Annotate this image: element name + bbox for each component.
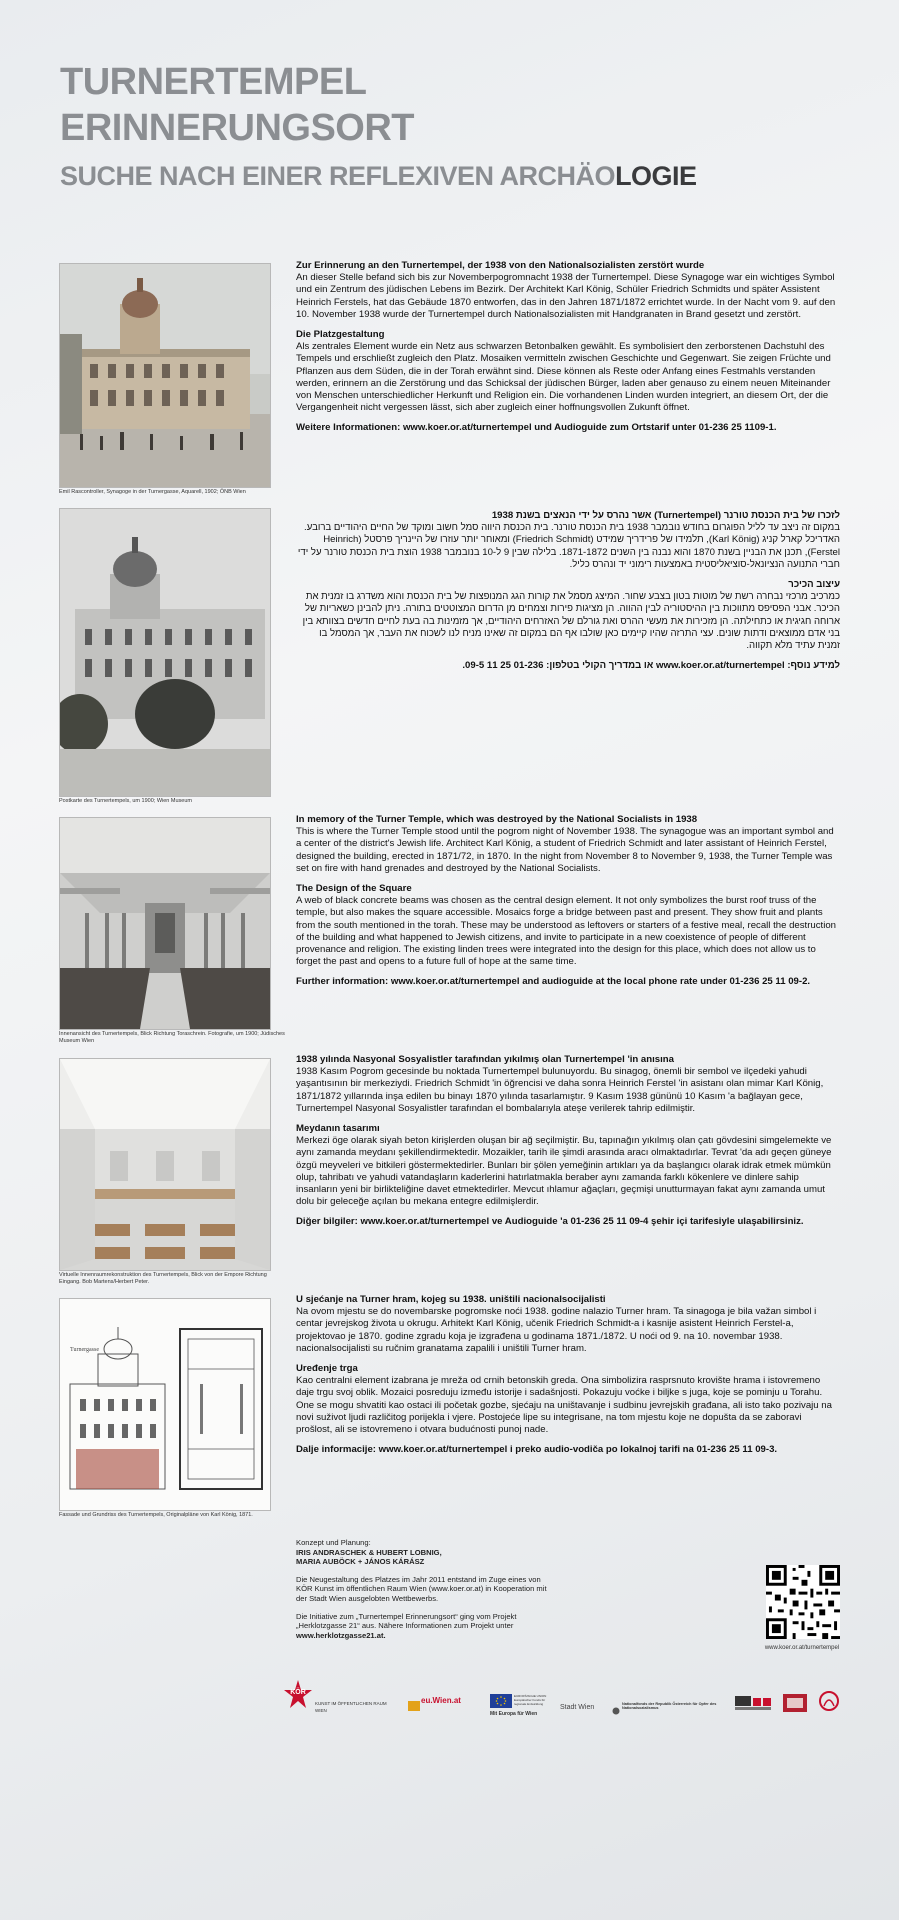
logo-pink-emblem xyxy=(818,1690,840,1719)
logo-nationalfonds xyxy=(612,1702,620,1720)
tr-more-info: Diğer bilgiler: www.koer.or.at/turnertempel ve Audioguide 'a 01-236 25 11 09-4 şehir içi tarifesiyle ulaşabilirsiniz. xyxy=(296,1216,804,1228)
image-synagogue-watercolor xyxy=(59,263,271,488)
he-heading: לזכרו של בית הכנסת טורנר (Turnertempel) אשר נהרס על ידי הנאצים בשנת 1938 xyxy=(491,510,840,521)
en-heading-2: The Design of the Square xyxy=(296,883,412,895)
credits-names-1: IRIS ANDRASCHEK & HUBERT LOBNIG, xyxy=(296,1547,442,1557)
eu-flag-icon xyxy=(490,1694,512,1708)
section-hebrew xyxy=(296,510,840,672)
caption-image-1: Emil Rascontroller, Synagoge in der Turnergasse, Aquarell, 1902; ÖNB Wien xyxy=(59,489,246,495)
nationalfonds-icon xyxy=(612,1707,620,1715)
de-more-info: Weitere Informationen: www.koer.or.at/turnertempel und Audioguide zum Ortstarif unter 01-236 25 1109-1. xyxy=(296,422,777,434)
section-turkish xyxy=(296,1054,840,1229)
credits-link[interactable]: www.herklotzgasse21.at. xyxy=(296,1630,386,1640)
koer-subtext: KUNST IM ÖFFENTLICHEN RAUM WIEN xyxy=(315,1701,387,1713)
credits-names-2: MARIA AUBÖCK + JÁNOS KÁRÁSZ xyxy=(296,1557,425,1567)
stadtwien-logo: Stadt Wien xyxy=(560,1704,595,1711)
tr-paragraph-1: 1938 Kasım Pogrom gecesinde bu noktada Turnertempel bulunuyordu. Bu sinagog, önemli bir sembol ve ilçedeki yahudi yaşantısının bir merkeziydi. Friedrich Schmidt 'in öğrencisi ve daha sonra Heinrich Ferstel 'in asistanı olan mimar Karl König, 1871/1872 yıllarında inşa edilen bu binayı 1870 yılında tasarlamıştır. 9 Kasım 1938 gününü 10 Kasım 'a bağlayan gece, Turnertempel Nasyonal Sosyalistler tarafından el bombalarıyla ateşe verilerek tahrip edilmiştir. xyxy=(296,1066,824,1114)
en-paragraph-1: This is where the Turner Temple stood until the pogrom night of November 1938. The synagogue was an important symbol and a center of the district's Jewish life. Architect Karl König, a student of Friedrich Schmidt and later assistant of Heinrich Ferstel, designed the building, erected in 1871/72, in 1870. In the night from November 8 to November 9, 1938, the Turner Temple was set on fire with hand grenades and destroyed by the National Socialists. xyxy=(296,826,834,874)
district-logo-icon xyxy=(735,1696,771,1712)
image-virtual-reconstruction xyxy=(59,1058,271,1271)
pink-emblem-icon xyxy=(818,1690,840,1714)
caption-image-3: Innenansicht des Turnertempels, Blick Richtung Toraschrein. Fotografie, um 1900; Jüdisches Museum Wien xyxy=(59,1031,285,1044)
plan-label: Turnergasse xyxy=(70,1347,100,1353)
qr-caption: www.koer.or.at/turnertempel xyxy=(764,1645,840,1651)
nationalfonds-logo-text: Nationalfonds der Republik Österreich für Opfer des Nationalsozialismus xyxy=(622,1702,717,1711)
credits-paragraph-1: Die Neugestaltung des Platzes im Jahr 2011 entstand im Zuge eines von KÖR Kunst im öffentlichen Raum Wien (www.koer.or.at) in Kooperation mit der Stadt Wien ausgelobten Wettbewerbs. xyxy=(296,1574,547,1603)
he-more-info: למידע נוסף: www.koer.or.at/turnertempel או במדריך הקולי בטלפון: 01-236 25 11 09-5. xyxy=(462,660,840,672)
tr-paragraph-2: Merkezi öge olarak siyah beton kirişlerden oluşan bir ağ seçilmiştir. Bu, tapınağın yıkılmış olan çatı gövdesini simgelemekte ve aynı zamanda meydanı şekillendirmektedir. Mozaikler, tarih ile şimdi arasında aracı olmaktadırlar. Tevrat 'da adı geçen güneye özgü meyveleri ve bitkileri göstermektedirler. Bunları bir şölen yemeğinin artıkları ya da başlangıcı olarak idrak etmek mümkün olup, tahribatı ve yahudi vatandaşların kaderlerini hatırlatmakla beraber aynı zamanda farklı kökenlere ve dinlere sahip insanların yeni bir birlikteliğine davet etmektedirler. Mevcut ıhlamur ağaçları, geçmişi unutturmayan fakat aynı zamanda umut dolu bir geleceğe açılan bu mekana entegre edilmişlerdir. xyxy=(296,1135,832,1208)
koer-logo-text: KÖR xyxy=(290,1689,306,1696)
credits-label: Konzept und Planung: xyxy=(296,1538,371,1547)
de-paragraph-2: Als zentrales Element wurde ein Netz aus schwarzen Betonbalken gewählt. Es symbolisiert den zerborstenen Dachstuhl des Tempels und erschließt zugleich den Platz. Mosaiken vermitteln zwischen Geschichte und Gegenwart. Sie zeigen Früchte und Pflanzen aus dem Süden, die in der Torah erwähnt sind. Diese können als Reste oder Anfang eines Festmahls verstanden werden, erinnern an die Zerstörung und das Schicksal der jüdischen Bürger, laden aber genauso zu einem neuen Miteinander von Menschen unterschiedlicher Herkunft und Religion ein. Die vorhandenen Linden wurden integriert, an diesem Ort, der die Vergangenheit nicht vergessen lässt, sich aber zugleich einer hoffnungsvollen Zukunft öffnet. xyxy=(296,341,831,414)
section-german xyxy=(296,260,840,435)
logo-koer xyxy=(283,1680,313,1715)
de-paragraph-1: An dieser Stelle befand sich bis zur Novemberpogromnacht 1938 der Turnertempel. Diese Synagoge war ein wichtiges Symbol und ein Zentrum des jüdischen Lebens im Bezirk. Der Architekt Karl König, Schüler Friedrich Schmidts und später Assistent Heinrich Ferstels, hat das Gebäude 1870 entworfen, das in den Jahren 1871/1872 errichtet wurde. In der Nacht vom 9. auf den 10. November 1938 wurde der Turnertempel durch Nationalsozialisten mit Handgranaten in Brand gesetzt und zerstört. xyxy=(296,272,836,320)
tr-heading-2: Meydanın tasarımı xyxy=(296,1123,380,1135)
tr-heading: 1938 yılında Nasyonal Sosyalistler tarafından yıkılmış olan Turnertempel 'in anısına xyxy=(296,1054,674,1065)
qr-code[interactable] xyxy=(766,1565,840,1639)
euwien-logo-text: eu.Wien.at xyxy=(421,1696,461,1705)
hr-more-info: Dalje informacije: www.koer.or.at/turnertempel i preko audio-vodiča po lokalnoj tarifi na 01-236 25 11 09-3. xyxy=(296,1444,778,1456)
hr-heading: U sjećanje na Turner hram, kojeg su 1938. uništili nacionalsocijalisti xyxy=(296,1294,606,1305)
title-line-1: TURNERTEMPEL xyxy=(60,61,367,103)
he-paragraph-2: כמרכיב מרכזי נבחרה רשת של מוטות בטון בצבע שחור. המיצג מסמל את קורות הגג המנופצות של בית הכנסת והוא משדרג בו זמנית את הכיכר. אבני הפסיפס מתווכות בין ההיסטוריה לבין ההווה. הן מציגות פירות וצמחים מן הדרום המצוטטים בתורה. ניתן להבינן כשאריות של ארוחה חגיגית או כתחילתה. הן מזכירות את מעשי ההרס ואת גורלם של האזרחים היהודיים, אך מזמינות בה בעת לחיים חדשים בצוותא בין בני אדם ממוצאים ודתות שונים. עצי התרזה שהיו קיימים כאן שולבו אף הם במקום זה שאינו מניח לנו לשכוח את העבר, אך המסמל בו זמנית עתיד מלא תקווה. xyxy=(302,591,840,652)
logo-euwien xyxy=(408,1698,420,1716)
subtitle xyxy=(60,160,697,192)
image-interior-photo xyxy=(59,817,271,1030)
he-paragraph-1: במקום זה ניצב עד לליל הפוגרום בחודש נובמבר 1938 בית הכנסת טורנר. בית הכנסת היווה סמל חשוב ומוקד של החיים היהודיים ברובע. האדריכל קארל קניג (Karl König), תלמידו של פרידריך שמידט (Friedrich Schmidt) ומאוחר יותר עוזרו של היינריך פרסטל (Heinrich Ferstel), תכנן את הבניין בשנת 1870 והוא נבנה בין השנים 1871-1872. בלילה שבין 9 ל-10 בנובמבר 1938 הוצת בית הכנסת טורנר על ידי חברי התנועה הנציונאל-סוציאליסטית באמצעות רימוני יד ונהרס כליל. xyxy=(297,522,840,570)
caption-image-2: Postkarte des Turnertempels, um 1900; Wien Museum xyxy=(59,798,192,804)
logo-red-emblem xyxy=(782,1692,808,1719)
red-emblem-icon xyxy=(782,1692,808,1714)
caption-image-5: Fassade und Grundriss des Turnertempels, Originalpläne von Karl König, 1871. xyxy=(59,1512,253,1518)
credits xyxy=(296,1538,556,1640)
section-bcs xyxy=(296,1294,840,1456)
eu-logo-subtext: Mit Europa für Wien xyxy=(490,1711,538,1717)
en-heading: In memory of the Turner Temple, which was destroyed by the National Socialists in 1938 xyxy=(296,814,698,825)
qr-code-icon xyxy=(766,1565,840,1639)
title-line-2: ERINNERUNGSORT xyxy=(60,107,415,149)
en-paragraph-2: A web of black concrete beams was chosen as the central design element. It not only symbolizes the burst roof truss of the temple, but also makes the square accessible. Mosaics forge a bridge between past and present. They show fruit and plants from the south mentioned in the torah. These may be understood as leftovers or starters of a festive meal, recall the destruction of the building and what happened to Jewish citizens, and invite to participate in a new coexistence of people of different provenance and religion. The existing linden trees were integrated into the design for this place, which does not allow us to forget the past and opens to a future full of hope at the same time. xyxy=(296,895,837,968)
logo-wien-district xyxy=(735,1696,771,1717)
en-more-info: Further information: www.koer.or.at/turnertempel and audioguide at the local phone rate under 01-236 25 11 09-2. xyxy=(296,976,811,988)
de-heading: Zur Erinnerung an den Turnertempel, der 1938 von den Nationalsozialisten zerstört wurde xyxy=(296,260,705,271)
subtitle-dark: LOGIE xyxy=(615,161,697,191)
credits-paragraph-2: Die Initiative zum „Turnertempel Erinnerungsort“ ging vom Projekt „Herklotzgasse 21“ aus. Nähere Informationen zum Projekt unter xyxy=(296,1611,517,1631)
euwien-flag-icon xyxy=(408,1701,420,1711)
caption-image-4: Virtuelle Innenraumrekonstruktion des Turnertempels, Blick von der Empore Richtung Eingang. Bob Martens/Herbert Peter. xyxy=(59,1272,267,1285)
hr-paragraph-2: Kao centralni element izabrana je mreža od crnih betonskih greda. Ona simbolizira rasprsnuto krovište hrama i istovremeno daje trgu svoj oblik. Mozaici posreduju između istorije i sadašnjosti. Pokazuju voćke i biljke s juga, koje se pominju u Torahu. One se mogu shvatiti kao ostaci ili početak gozbe, sjećaju na uništavanje i sudbinu jevrejskih građana, ali isto tako pozivaju na novi suživot ljudi različitog porijekla i vjere. Postojeće lipe su integrisane, na tom mjestu koje ne dopušta da se zaboravi prošlost, ali se istovremeno i otvara budućnosti punoj nade. xyxy=(296,1375,832,1436)
eu-logo-text: EUROPÄISCHE UNION Europäischer Fonds für regionale Entwicklung xyxy=(514,1694,547,1706)
image-synagogue-postcard xyxy=(59,508,271,797)
he-heading-2: עיצוב הכיכר xyxy=(788,579,840,591)
hr-paragraph-1: Na ovom mjestu se do novembarske pogromske noći 1938. godine nalazio Turner hram. Ta sinagoga je bila važan simbol i centar jevrejskog života u okrugu. Arhitekt Karl König, učenik Friedrich Schmidt-a i kasnije asistent Heinrich Ferstel-a, projektovao je 1870. godine zgradu koja je izgrađena u godinama 1871./1872. U noći od 9. na 10. novembar 1938. nacionalsocijalisti su ručnim granatama zapalili i uništili Turner hram. xyxy=(296,1306,817,1354)
subtitle-light: SUCHE NACH EINER REFLEXIVEN ARCHÄO xyxy=(60,161,616,191)
de-heading-2: Die Platzgestaltung xyxy=(296,329,385,341)
section-english xyxy=(296,814,840,989)
hr-heading-2: Uređenje trga xyxy=(296,1363,358,1375)
image-original-plans xyxy=(59,1298,271,1511)
